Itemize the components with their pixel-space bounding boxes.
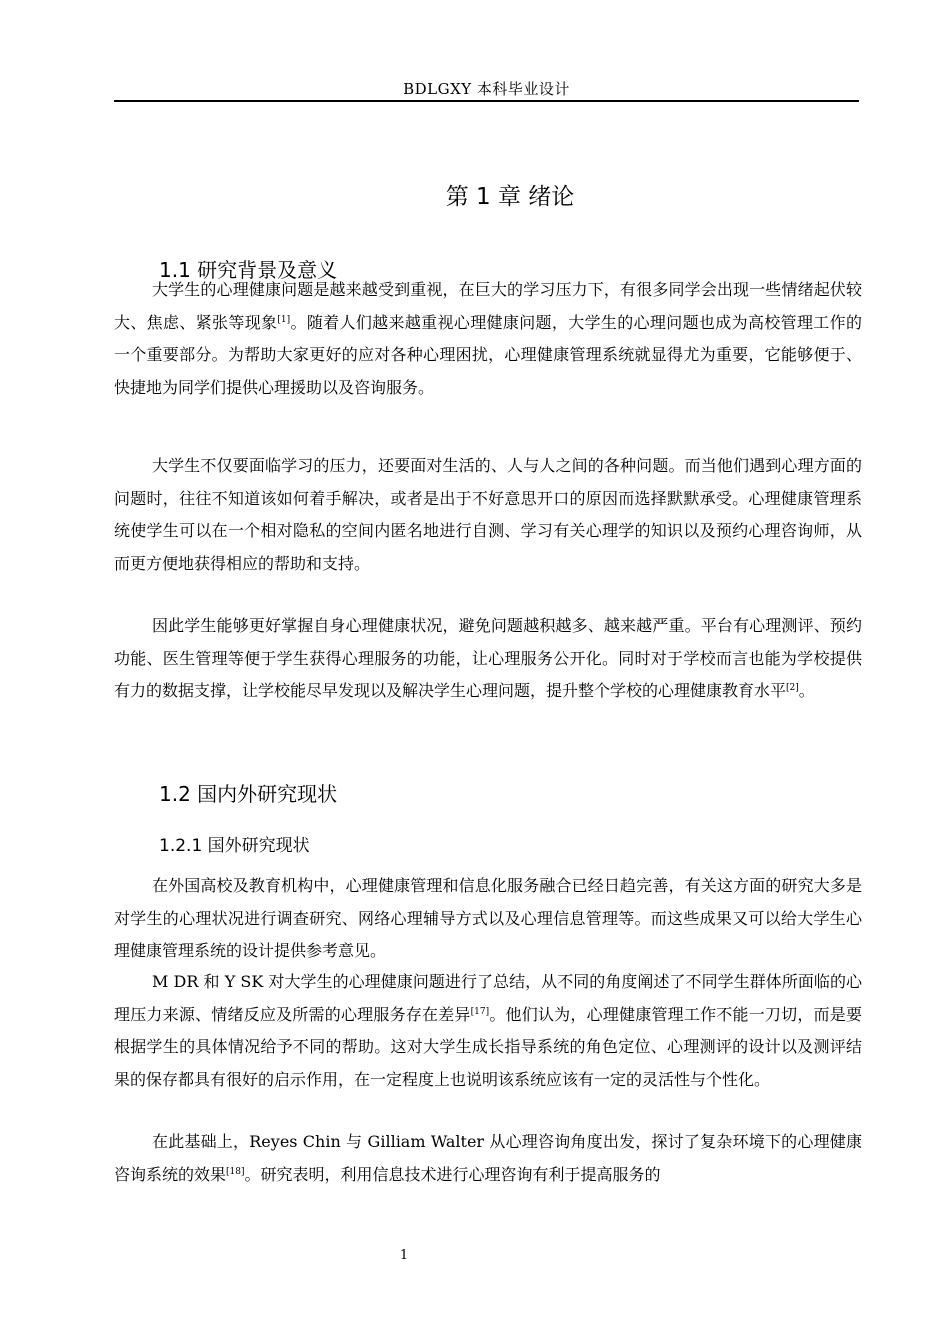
paragraph-6 [114,1126,862,1191]
citation-18: [18] [226,1166,245,1177]
paragraph-2-text: 大学生不仅要面临学习的压力，还要面对生活的、人与人之间的各种问题。而当他们遇到心理方面的问题时，往往不知道该如何着手解决，或者是出于不好意思开口的原因而选择默默承受。心理健康管理系统使学生可以在一个相对隐私的空间内匿名地进行自测、学习有关心理学的知识以及预约心理咨询师，从而更方便地获得相应的帮助和支持。 [114,456,862,573]
paragraph-5 [114,966,862,1096]
paragraph-2 [114,450,862,580]
paragraph-5-text-cont: 。他们认为，心理健康管理工作不能一刀切，而是要根据学生的具体情况给予不同的帮助。这对大学生成长指导系统的角色定位、心理测评的设计以及测评结果的保存都具有很好的启示作用，在一定程度上也说明该系统应该有一定的灵活性与个性化。 [114,1004,862,1089]
paragraph-3-text: 因此学生能够更好掌握自身心理健康状况，避免问题越积越多、越来越严重。平台有心理测评、预约功能、医生管理等便于学生获得心理服务的功能，让心理服务公开化。同时对于学校而言也能为学校提供有力的数据支撑，让学校能尽早发现以及解决学生心理问题，提升整个学校的心理健康教育水平 [114,616,862,700]
paragraph-3-text-cont: 。 [798,681,815,700]
header-divider [114,100,859,102]
page-number: 1 [399,1248,409,1263]
citation-2: [2] [786,683,799,693]
paragraph-4-text: 在外国高校及教育机构中，心理健康管理和信息化服务融合已经日趋完善，有关这方面的研究大多是对学生的心理状况进行调查研究、网络心理辅导方式以及心理信息管理等。而这些成果又可以给大学生心理健康管理系统的设计提供参考意见。 [114,876,862,960]
paragraph-1-text-cont: 。随着人们越来越重视心理健康问题，大学生的心理问题也成为高校管理工作的一个重要部分。为帮助大家更好的应对各种心理困扰，心理健康管理系统就显得尤为重要，它能够便于、快捷地为同学们提供心理援助以及咨询服务。 [114,312,862,397]
paragraph-1-text: 大学生的心理健康问题是越来越受到重视，在巨大的学习压力下，有很多同学会出现一些情绪起伏较大、焦虑、紧张等现象 [114,280,862,332]
paragraph-4 [114,870,862,968]
subsection-heading-1-2-1: 1.2.1 国外研究现状 [159,836,310,856]
paragraph-6-text: 在此基础上，Reyes Chin 与 Gilliam Walter 从心理咨询角度出发，探讨了复杂环境下的心理健康咨询系统的效果 [114,1132,862,1184]
section-heading-1-2: 1.2 国内外研究现状 [159,782,338,806]
section-heading-1-1: 1.1 研究背景及意义 [159,258,338,282]
paragraph-3 [114,610,862,708]
citation-17: [17] [470,1006,490,1017]
running-header: BDLGXY 本科毕业设计 [403,80,570,98]
paragraph-1 [114,274,862,404]
paragraph-6-text-cont: 。研究表明，利用信息技术进行心理咨询有利于提高服务的 [244,1164,661,1184]
citation-1: [1] [277,314,291,325]
chapter-title: 第 1 章 绪论 [445,184,575,210]
paragraph-5-text: M DR 和 Y SK 对大学生的心理健康问题进行了总结，从不同的角度阐述了不同学生群体所面临的心理压力来源、情绪反应及所需的心理服务存在差异 [114,972,862,1024]
